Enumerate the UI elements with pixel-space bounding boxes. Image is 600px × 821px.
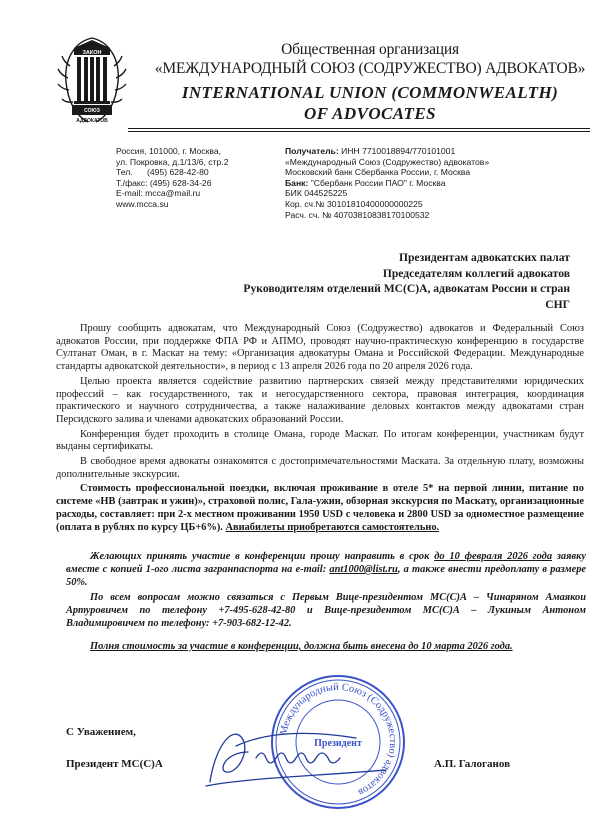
application-email-link[interactable]: ant1000@list.ru bbox=[329, 564, 398, 575]
phone-line bbox=[116, 167, 276, 178]
logo-text-bottom2: АДВОКАТОВ bbox=[76, 118, 108, 124]
addressee-line2: Председателям коллегий адвокатов bbox=[382, 266, 570, 280]
paragraph-goals: Целью проекта является содействие развитию партнерских связей между представителями юридических профессий – как государственного, так и негосударственного сектора, правовая интеграция, координация практического и научного сотрудничества, а также налаживание деловых контактов между адвокатами стран Персидского залива и членами адвокатских образований России. bbox=[56, 375, 584, 425]
address-line2: ул. Покровка, д.1/13/6, стр.2 bbox=[116, 156, 229, 167]
phone-label: Тел. bbox=[116, 167, 133, 178]
bik-line: БИК 044525225 bbox=[285, 188, 348, 199]
contacts-block bbox=[116, 146, 276, 210]
stamp-center-text: Президент bbox=[314, 738, 362, 749]
address-line1: Россия, 101000, г. Москва, bbox=[116, 146, 221, 156]
cost-text: Стоимость профессиональной поездки, включая проживание в отеле 5* на первой линии, питание по системе «HB (завтрак и ужин)», страховой полис, Гала-ужин, обзорная экскурсия по Маскату, организационные расходы, составляет: при 2-х местном проживании 1950 USD с человека и 2800 USD за одноместное размещение (оплата в рублях по курсу ЦБ+6%). bbox=[56, 483, 584, 533]
fax-label: Т./факс: bbox=[116, 177, 148, 188]
recipient-name: «Международный Союз (Содружество) адвокатов» bbox=[285, 156, 490, 167]
addressee-line1: Президентам адвокатских палат bbox=[398, 251, 570, 264]
union-logo bbox=[56, 26, 128, 134]
org-name-ru-line1: Общественная организация bbox=[281, 41, 459, 58]
application-text-a: Желающих принять участие в конференции прошу направить в срок bbox=[90, 551, 435, 562]
regards-line: С Уважением, bbox=[66, 726, 136, 738]
registration-block bbox=[66, 550, 586, 655]
phone-value: (495) 628-42-80 bbox=[147, 167, 209, 178]
paragraph-announcement: Прошу сообщить адвокатам, что Международный Союз (Содружество) адвокатов и Федеральный Союз адвокатов России, при поддержке ФПА РФ и АПМО, проводят научно-практическую конференцию в государстве Султанат Оман, в г. Маскат на тему: «Организация адвокатуры Омана и Российской Федерации. Международные стандарты адвокатской деятельности», в период с 13 апреля 2026 года по 20 апреля 2026 года. bbox=[56, 323, 584, 373]
logo-text-top: ЗАКОН bbox=[82, 50, 102, 56]
letter-body bbox=[56, 323, 584, 536]
org-name-en bbox=[150, 82, 590, 124]
bank-value: "Сбербанк России ПАО" г. Москва bbox=[310, 177, 446, 188]
stamp-ring-text: Международный Союз (Содружество) адвокатов bbox=[278, 681, 399, 798]
paragraph-contacts: По всем вопросам можно связаться с Первым Вице-президентом МС(С)А – Чинаряном Амаякои Артуровичем по телефону +7-495-628-42-80 и Вице-президентом МС(С)А – Лукиным Антоном Владимировичем по телефону: +7-903-682-12-42. bbox=[66, 592, 586, 629]
header-rule-bottom bbox=[128, 131, 590, 132]
application-deadline: до 10 февраля 2026 года bbox=[434, 551, 553, 562]
org-name-ru bbox=[150, 40, 590, 78]
paragraph-venue: Конференция будет проходить в столице Омана, городе Маскат. По итогам конференции, участникам будут выданы сертификаты. bbox=[56, 428, 584, 453]
signatory-name: А.П. Галоганов bbox=[434, 758, 511, 770]
bank-branch: Московский банк Сбербанка России, г. Москва bbox=[285, 167, 471, 178]
fax-line bbox=[116, 178, 276, 189]
settlement-account-line: Расч. сч. № 40703810838170100532 bbox=[285, 209, 430, 220]
korr-account-line: Кор. сч.№ 30101810400000000225 bbox=[285, 198, 423, 209]
bank-line bbox=[285, 178, 585, 189]
paragraph-cost bbox=[56, 483, 584, 534]
cost-tickets-note: Авиабилеты приобретаются самостоятельно. bbox=[225, 521, 440, 533]
recipient-label: Получатель: bbox=[285, 146, 339, 156]
addressee-block bbox=[150, 250, 570, 312]
fax-value: (495) 628-34-26 bbox=[149, 177, 212, 188]
logo-text-bottom1: СОЮЗ bbox=[84, 108, 100, 114]
handwritten-signature bbox=[196, 712, 396, 798]
email-line: E-mail: mcca@mail.ru bbox=[116, 188, 201, 199]
org-name-ru-line2: «МЕЖДУНАРОДНЫЙ СОЮЗ (СОДРУЖЕСТВО) АДВОКАТОВ» bbox=[154, 60, 586, 77]
signatory-title: Президент МС(С)А bbox=[66, 758, 163, 770]
recipient-value: ИНН 7710018894/770101001 bbox=[341, 146, 456, 156]
website-line: www.mcca.su bbox=[116, 198, 169, 209]
paragraph-full-payment: Полня стоимость за участие в конференции, должна быть внесена до 10 марта 2026 года. bbox=[90, 641, 513, 652]
recipient-line bbox=[285, 146, 585, 157]
paragraph-excursions: В свободное время адвокаты ознакомятся с достопримечательностями Маската. За отдельную плату, возможны дополнительные экскурсии. bbox=[56, 456, 584, 480]
addressee-line3: Руководителям отделений МС(С)А, адвокатам России и стран bbox=[243, 282, 570, 296]
org-name-en-line2: OF ADVOCATES bbox=[304, 104, 436, 123]
application-text-c: , а также внести предоплату в размере 50%. bbox=[66, 564, 586, 588]
application-text-b: заявку вместе с копией 1-ого листа загранпаспорта на e-mail: bbox=[66, 551, 586, 575]
header-rule-top bbox=[128, 128, 590, 129]
addressee-line4: СНГ bbox=[545, 297, 570, 311]
bank-label: Банк: bbox=[285, 177, 309, 188]
bank-details-block bbox=[285, 146, 585, 220]
paragraph-application bbox=[66, 550, 586, 589]
org-name-en-line1: INTERNATIONAL UNION (COMMONWEALTH) bbox=[181, 83, 559, 102]
